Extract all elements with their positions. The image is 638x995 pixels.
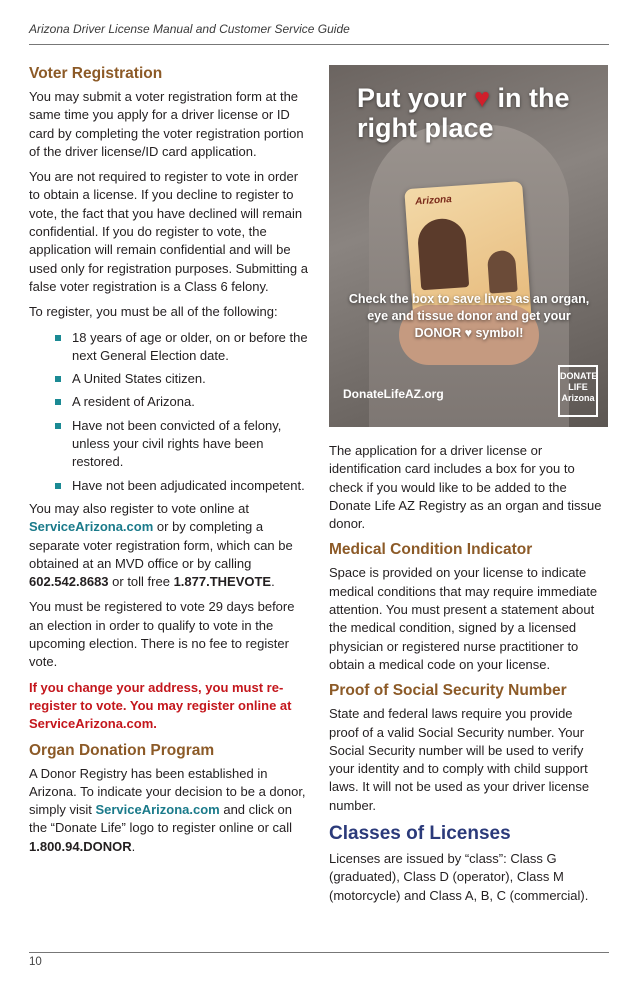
list-item: Have not been convicted of a felony, unless your civil rights have been restored. bbox=[29, 417, 312, 472]
classes-paragraph: Licenses are issued by “class”: Class G (graduated), Class D (operator), Class M (motorcycle) and Class A, B, C (commercial). bbox=[329, 851, 589, 903]
bullet-icon bbox=[55, 423, 61, 429]
header-divider bbox=[29, 44, 609, 45]
voter-paragraph-4: You may also register to vote online at ServiceArizona.com or by completing a separate voter registration form, which can be obtained at an MVD office or by calling 602.542.8683 or toll free 1.877.THEVOTE. bbox=[29, 500, 293, 590]
toll-free-number: 1.877.THEVOTE bbox=[173, 574, 272, 590]
card-photo bbox=[416, 217, 469, 290]
donate-life-poster bbox=[329, 65, 608, 427]
heart-icon: ♥ bbox=[474, 83, 491, 113]
list-item: 18 years of age or older, on or before the next General Election date. bbox=[29, 329, 312, 366]
bullet-icon bbox=[55, 376, 61, 382]
card-photo-small bbox=[487, 250, 518, 294]
servicearizona-link[interactable]: ServiceArizona.com bbox=[95, 802, 220, 818]
organ-donation-heading: Organ Donation Program bbox=[29, 741, 215, 759]
donor-phone-number: 1.800.94.DONOR bbox=[29, 838, 132, 854]
social-security-heading: Proof of Social Security Number bbox=[329, 682, 567, 700]
poster-title: Put your ♥ in the right place bbox=[357, 83, 570, 143]
servicearizona-link[interactable]: ServiceArizona.com bbox=[29, 519, 154, 535]
running-header: Arizona Driver License Manual and Customer Service Guide bbox=[29, 22, 350, 36]
bullet-icon bbox=[55, 483, 61, 489]
list-item: A resident of Arizona. bbox=[29, 393, 312, 411]
card-title: Arizona bbox=[414, 194, 453, 208]
right-column bbox=[329, 442, 604, 912]
medical-condition-heading: Medical Condition Indicator bbox=[329, 541, 533, 559]
footer-divider bbox=[29, 952, 609, 953]
bullet-icon bbox=[55, 335, 61, 341]
left-column bbox=[29, 64, 312, 863]
bullet-icon bbox=[55, 399, 61, 405]
voter-paragraph-5: You must be registered to vote 29 days before an election in order to qualify to vote in the upcoming election. There is no fee to register vote. bbox=[29, 599, 295, 670]
address-change-notice: If you change your address, you must re-register to vote. You may register online at ServiceArizona.com. bbox=[29, 679, 292, 732]
poster-website: DonateLifeAZ.org bbox=[343, 387, 444, 401]
donate-life-logo: DONATE LIFE Arizona bbox=[558, 365, 598, 417]
voter-registration-heading: Voter Registration bbox=[29, 65, 163, 82]
voter-paragraph-2: You are not required to register to vote in order to obtain a license. If you decline to register to vote, the fact that you have declined will remain confidential. If you do register to vote, the application will remain confidential and will be used only for registration purposes. Submitting a false voter registration is a Class 6 felony. bbox=[29, 169, 308, 294]
social-security-paragraph: State and federal laws require you provide proof of a valid Social Security number. Your Social Security number will be used to verify your identity and to comply with child support laws. It will not be used as your driver license number. bbox=[329, 706, 590, 813]
poster-tagline: Check the box to save lives as an organ, eye and tissue donor and get your DONOR ♥ symbol! bbox=[348, 292, 590, 340]
medical-condition-paragraph: Space is provided on your license to indicate medical conditions that may require immediate attention. You must present a statement about the medical condition, signed by a licensed physician or registered nurse practitioner to obtain a medical code on your license. bbox=[329, 565, 598, 672]
donor-box-paragraph: The application for a driver license or identification card includes a box for you to check if you would like to be added to the Donate Life AZ Registry as an organ and tissue donor. bbox=[329, 443, 602, 532]
list-item: A United States citizen. bbox=[29, 370, 312, 388]
phone-number: 602.542.8683 bbox=[29, 574, 109, 590]
page-number: 10 bbox=[29, 956, 42, 968]
voter-paragraph-1: You may submit a voter registration form at the same time you apply for a driver license or ID card by completing the voter registration portion of the driver license/ID card application. bbox=[29, 89, 304, 159]
list-item: Have not been adjudicated incompetent. bbox=[29, 477, 312, 495]
voter-requirements-list bbox=[29, 329, 312, 495]
organ-paragraph: A Donor Registry has been established in Arizona. To indicate your decision to be a donor, simply visit ServiceArizona.com and click on the “Donate Life” logo to register online or call 1.800.94.DONOR. bbox=[29, 765, 306, 854]
classes-of-licenses-heading: Classes of Licenses bbox=[329, 823, 511, 845]
voter-paragraph-3: To register, you must be all of the following: bbox=[29, 304, 278, 320]
